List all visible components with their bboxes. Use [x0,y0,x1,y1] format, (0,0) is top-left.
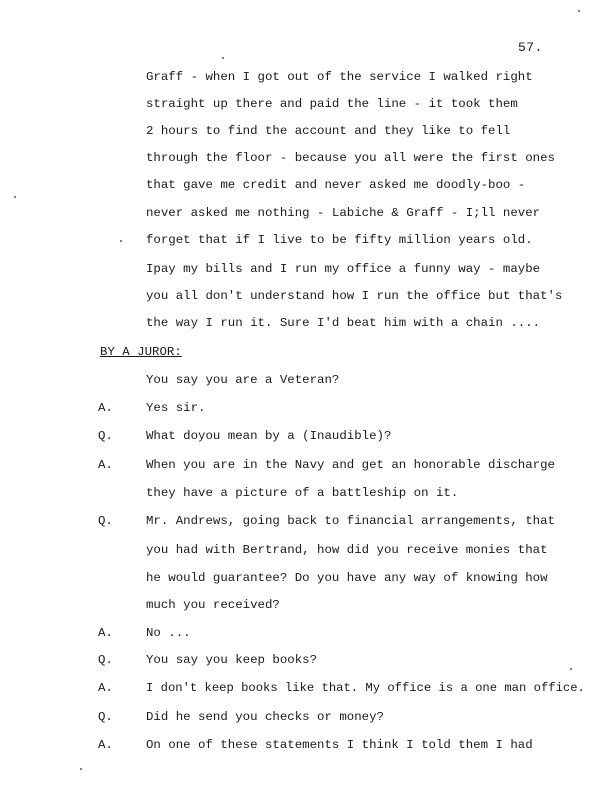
testimony-line: forget that if I live to be fifty million years old. [146,233,533,247]
testimony-line: you all don't understand how I run the office but that's [146,289,563,303]
answer-line: they have a picture of a battleship on it. [146,486,459,500]
answer-label: A. [98,626,113,640]
scan-speck [14,196,16,198]
answer-label: A. [98,681,113,695]
question-line: you had with Bertrand, how did you receive monies that [146,543,548,557]
answer-label: A. [98,401,113,415]
answer-label: A. [98,458,113,472]
question-line: Did he send you checks or money? [146,710,384,724]
answer-label: A. [98,738,113,752]
scan-speck [120,240,122,242]
scan-speck [578,10,580,12]
question-label: Q. [98,429,113,443]
question-line: You say you keep books? [146,653,318,667]
scan-speck [80,768,82,770]
answer-line: When you are in the Navy and get an honorable discharge [146,458,555,472]
scan-speck [570,668,572,670]
testimony-line: Ipay my bills and I run my office a funny way - maybe [146,262,541,276]
testimony-line: straight up there and paid the line - it took them [146,97,518,111]
testimony-line: never asked me nothing - Labiche & Graff - I;ll never [146,206,541,220]
answer-line: No ... [146,626,191,640]
question-label: Q. [98,710,113,724]
testimony-line: the way I run it. Sure I'd beat him with a chain .... [146,316,541,330]
question-line: You say you are a Veteran? [146,373,340,387]
section-heading: BY A JUROR: [100,345,182,359]
question-label: Q. [98,514,113,528]
scan-speck [222,57,224,59]
answer-line: On one of these statements I think I told them I had [146,738,533,752]
testimony-line: Graff - when I got out of the service I walked right [146,70,533,84]
answer-line: I don't keep books like that. My office is a one man office. [146,681,585,695]
question-line: much you received? [146,598,280,612]
testimony-line: through the floor - because you all were the first ones [146,151,555,165]
testimony-line: that gave me credit and never asked me doodly-boo - [146,178,526,192]
page-number: 57. [518,40,543,55]
testimony-line: 2 hours to find the account and they like to fell [146,124,511,138]
question-line: Mr. Andrews, going back to financial arrangements, that [146,514,555,528]
question-line: he would guarantee? Do you have any way of knowing how [146,571,548,585]
answer-line: Yes sir. [146,401,206,415]
question-line: What doyou mean by a (Inaudible)? [146,429,392,443]
question-label: Q. [98,653,113,667]
